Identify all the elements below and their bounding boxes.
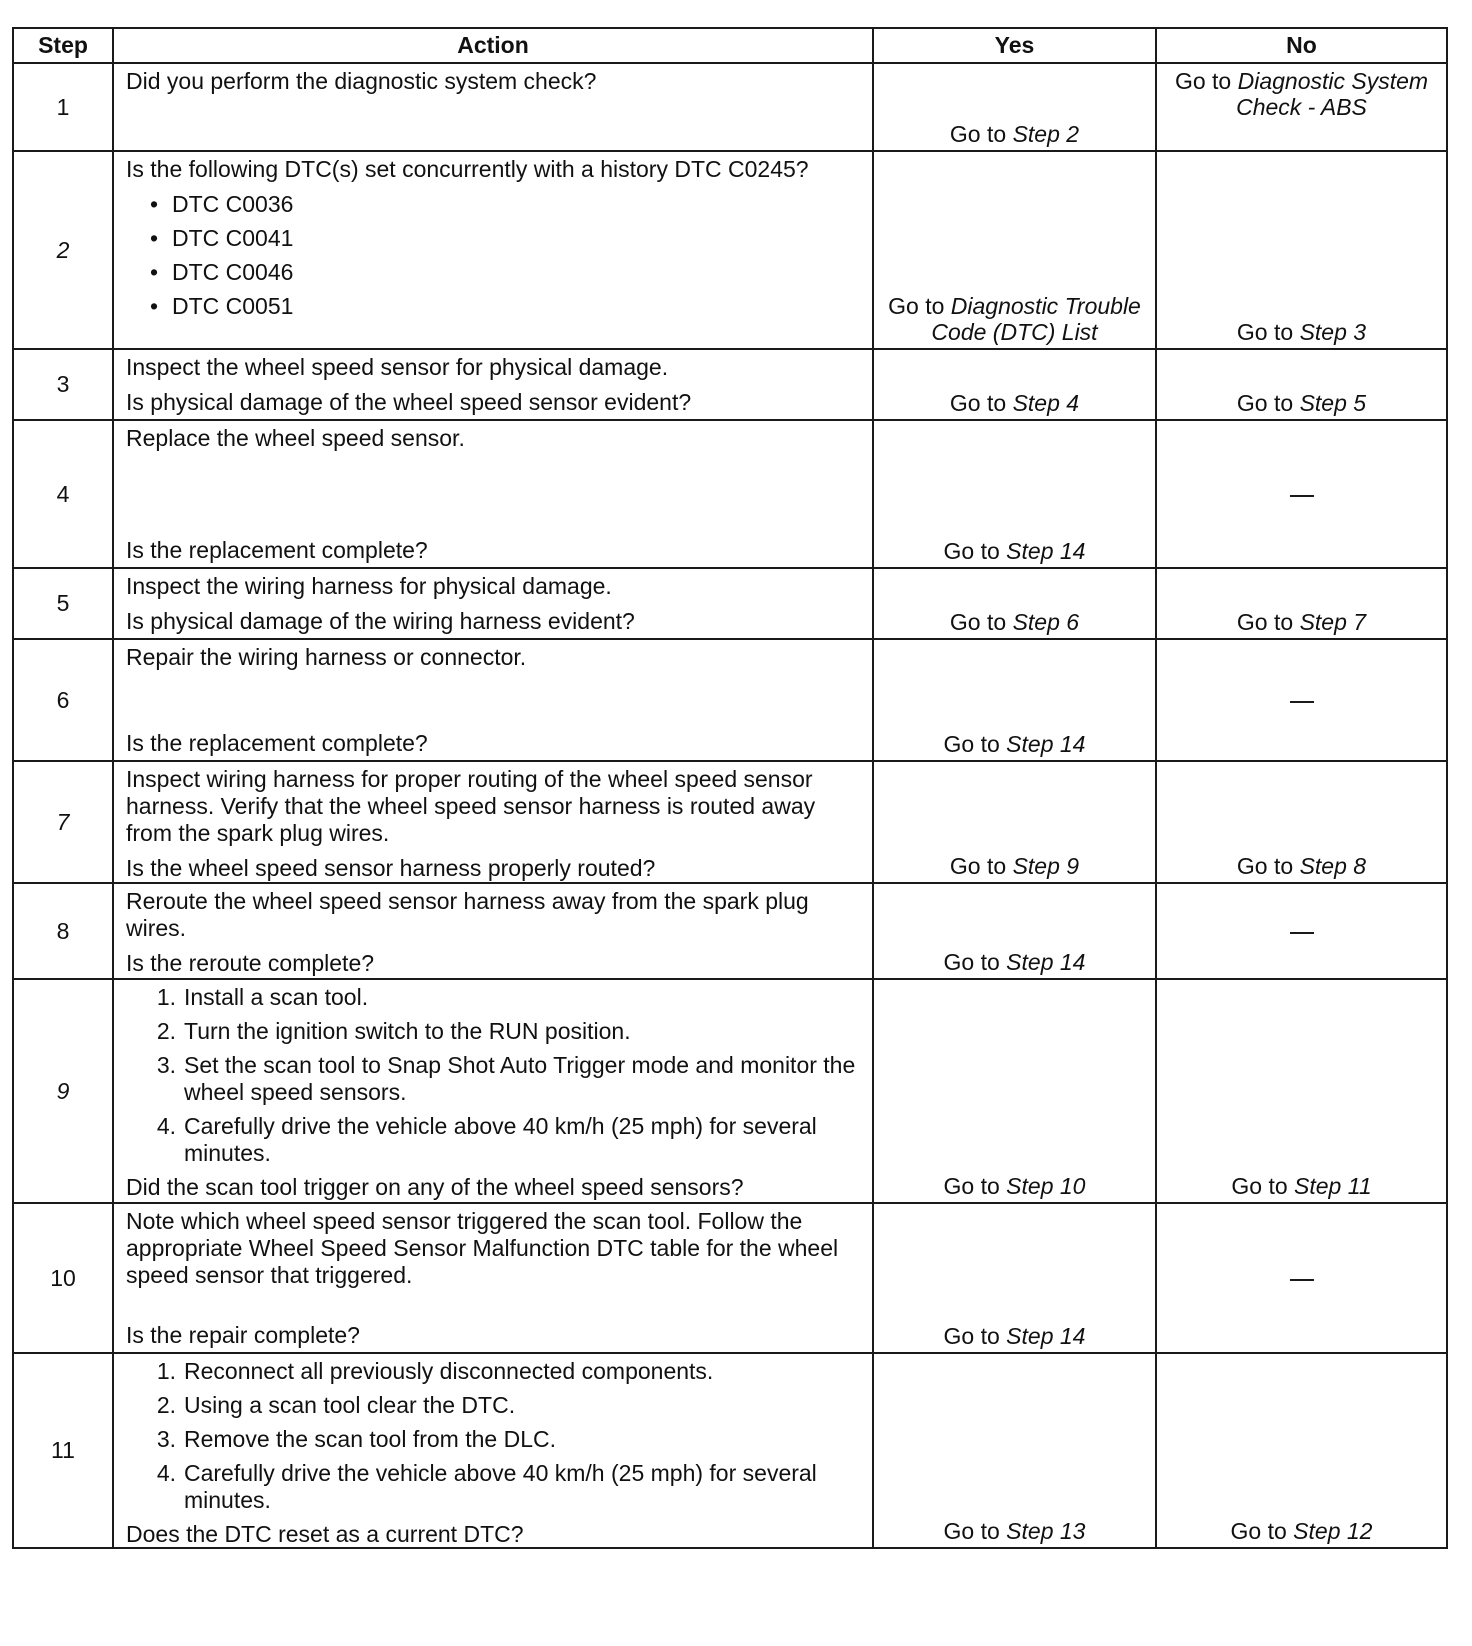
no-prefix: Go to [1236, 319, 1300, 345]
no-result-dash [1290, 932, 1314, 934]
yes-target-link[interactable]: Diagnostic Trouble Code (DTC) List [931, 293, 1141, 345]
yes-prefix: Go to [949, 390, 1013, 416]
procedure-list [126, 1358, 860, 1514]
list-item-number: 2. [156, 1018, 176, 1044]
yes-prefix: Go to [943, 1173, 1007, 1199]
list-item [126, 984, 860, 1011]
list-item-text: Carefully drive the vehicle above 40 km/h (25 mph) for several minutes. [184, 1113, 817, 1166]
yes-target-link[interactable]: Step 6 [1012, 609, 1080, 635]
no-cell [1156, 568, 1447, 639]
action-content [126, 425, 860, 564]
action-content [126, 888, 860, 975]
yes-cell [873, 568, 1156, 639]
yes-target-link[interactable]: Step 14 [1006, 1323, 1086, 1349]
no-cell [1156, 979, 1447, 1203]
action-cell [113, 639, 873, 761]
yes-prefix: Go to [943, 538, 1007, 564]
list-item [126, 1460, 860, 1514]
action-instruction: Repair the wiring harness or connector. [126, 644, 527, 670]
list-item-number: 4. [156, 1460, 176, 1486]
yes-target-link[interactable]: Step 9 [1012, 853, 1080, 879]
no-cell [1156, 1353, 1447, 1548]
step-number: 2 [13, 151, 113, 349]
list-item: • DTC C0036 [150, 191, 860, 218]
header-no: No [1156, 28, 1447, 63]
yes-cell [873, 1353, 1156, 1548]
action-top [126, 1358, 860, 1521]
yes-prefix: Go to [943, 1518, 1007, 1544]
step-number: 8 [13, 883, 113, 979]
action-content [126, 573, 860, 635]
action-content [126, 644, 860, 757]
yes-cell [873, 63, 1156, 151]
yes-cell [873, 639, 1156, 761]
yes-prefix: Go to [943, 731, 1007, 757]
list-item-text: Remove the scan tool from the DLC. [184, 1426, 556, 1452]
action-top [126, 766, 860, 855]
table-row [13, 568, 1447, 639]
no-result-dash [1290, 701, 1314, 703]
yes-cell [873, 883, 1156, 979]
no-prefix: Go to [1231, 1173, 1295, 1199]
dtc-bullet-list [126, 191, 860, 320]
list-item-number: 1. [156, 1358, 176, 1384]
action-content [126, 354, 860, 416]
header-row [13, 28, 1447, 63]
action-content [126, 156, 860, 345]
table-row [13, 639, 1447, 761]
yes-prefix: Go to [888, 293, 951, 319]
action-top [126, 425, 860, 460]
table-row [13, 979, 1447, 1203]
no-prefix: Go to [1236, 609, 1300, 635]
yes-prefix: Go to [949, 853, 1013, 879]
action-instruction: Replace the wheel speed sensor. [126, 425, 465, 451]
action-question: Is the replacement complete? [126, 730, 428, 756]
action-top [126, 644, 860, 679]
yes-target-link[interactable]: Step 14 [1006, 538, 1086, 564]
list-item [126, 1113, 860, 1167]
no-prefix: Go to [1230, 1518, 1294, 1544]
step-number: 11 [13, 1353, 113, 1548]
no-prefix: Go to [1236, 390, 1300, 416]
action-question: Does the DTC reset as a current DTC? [126, 1521, 524, 1547]
list-item-text: Reconnect all previously disconnected components. [184, 1358, 714, 1384]
action-instruction: Reroute the wheel speed sensor harness away from the spark plug wires. [126, 888, 809, 941]
list-item-number: 3. [156, 1052, 176, 1078]
no-target-link[interactable]: Step 12 [1293, 1518, 1373, 1544]
action-top [126, 984, 860, 1174]
yes-prefix: Go to [943, 1323, 1007, 1349]
yes-target-link[interactable]: Step 14 [1006, 731, 1086, 757]
step-number: 4 [13, 420, 113, 568]
action-cell [113, 1353, 873, 1548]
action-question: Is the reroute complete? [126, 950, 375, 976]
list-item-text: Set the scan tool to Snap Shot Auto Trigger mode and monitor the wheel speed sensors. [184, 1052, 856, 1105]
no-target-link[interactable]: Diagnostic System Check - ABS [1236, 68, 1429, 120]
header-action: Action [113, 28, 873, 63]
action-top [126, 156, 860, 327]
list-item [126, 1358, 860, 1385]
list-item-number: 2. [156, 1392, 176, 1418]
yes-target-link[interactable]: Step 4 [1012, 390, 1080, 416]
no-target-link[interactable]: Step 11 [1294, 1173, 1372, 1199]
yes-prefix: Go to [949, 609, 1013, 635]
no-prefix: Go to [1236, 853, 1300, 879]
yes-target-link[interactable]: Step 2 [1012, 121, 1080, 147]
yes-cell [873, 1203, 1156, 1353]
action-instruction: Inspect the wheel speed sensor for physical damage. [126, 354, 669, 380]
action-content [126, 984, 860, 1199]
list-item: • DTC C0046 [150, 259, 860, 286]
no-result-dash [1290, 495, 1314, 497]
action-question: Is the wheel speed sensor harness properly routed? [126, 855, 656, 881]
no-cell [1156, 349, 1447, 420]
list-item-number: 1. [156, 984, 176, 1010]
no-prefix: Go to [1174, 68, 1238, 94]
yes-cell [873, 979, 1156, 1203]
list-item [126, 1052, 860, 1106]
step-number: 1 [13, 63, 113, 151]
action-question: Is physical damage of the wiring harness evident? [126, 608, 635, 634]
action-cell [113, 63, 873, 151]
action-cell [113, 979, 873, 1203]
action-instruction: Inspect the wiring harness for physical damage. [126, 573, 612, 599]
yes-prefix: Go to [943, 949, 1007, 975]
action-question: Did you perform the diagnostic system check? [126, 68, 597, 94]
table-row [13, 420, 1447, 568]
table-row [13, 63, 1447, 151]
action-question: Is physical damage of the wheel speed sensor evident? [126, 389, 692, 415]
yes-cell [873, 761, 1156, 883]
no-cell [1156, 639, 1447, 761]
header-yes: Yes [873, 28, 1156, 63]
action-top [126, 68, 860, 95]
list-item-text: Install a scan tool. [184, 984, 369, 1010]
action-question: Is the repair complete? [126, 1322, 360, 1348]
table-row [13, 349, 1447, 420]
step-number: 3 [13, 349, 113, 420]
list-item-text: Turn the ignition switch to the RUN position. [184, 1018, 631, 1044]
action-instruction: Note which wheel speed sensor triggered the scan tool. Follow the appropriate Wheel Speed Sensor Malfunction DTC table for the wheel speed sensor that triggered. [126, 1208, 839, 1288]
action-content [126, 68, 860, 147]
list-item [126, 1018, 860, 1045]
list-item-number: 3. [156, 1426, 176, 1452]
no-result-dash [1290, 1279, 1314, 1281]
action-top [126, 354, 860, 389]
action-question: Is the replacement complete? [126, 537, 428, 563]
table-row [13, 883, 1447, 979]
action-cell [113, 568, 873, 639]
step-number: 9 [13, 979, 113, 1203]
no-cell [1156, 1203, 1447, 1353]
yes-target-link[interactable]: Step 13 [1006, 1518, 1086, 1544]
yes-target-link[interactable]: Step 10 [1006, 1173, 1086, 1199]
procedure-list [126, 984, 860, 1167]
step-number: 6 [13, 639, 113, 761]
action-cell [113, 151, 873, 349]
action-cell [113, 420, 873, 568]
yes-prefix: Go to [949, 121, 1013, 147]
header-step: Step [13, 28, 113, 63]
table-row [13, 761, 1447, 883]
step-number: 5 [13, 568, 113, 639]
yes-cell [873, 420, 1156, 568]
action-top [126, 888, 860, 950]
action-content [126, 1358, 860, 1547]
list-item-text: Carefully drive the vehicle above 40 km/h (25 mph) for several minutes. [184, 1460, 817, 1513]
table-row [13, 1353, 1447, 1548]
list-item-number: 4. [156, 1113, 176, 1139]
table-row [13, 151, 1447, 349]
action-question: Did the scan tool trigger on any of the wheel speed sensors? [126, 1174, 744, 1200]
no-cell [1156, 761, 1447, 883]
action-intro: Is the following DTC(s) set concurrently with a history DTC C0245? [126, 156, 809, 182]
action-cell [113, 761, 873, 883]
list-item [126, 1426, 860, 1453]
action-content [126, 1208, 860, 1349]
yes-target-link[interactable]: Step 14 [1006, 949, 1086, 975]
table-body [13, 63, 1447, 1548]
action-content [126, 766, 860, 879]
list-item-text: Using a scan tool clear the DTC. [184, 1392, 516, 1418]
no-cell [1156, 151, 1447, 349]
no-cell [1156, 420, 1447, 568]
action-top [126, 1208, 860, 1297]
list-item [126, 1392, 860, 1419]
table-row [13, 1203, 1447, 1353]
action-top [126, 573, 860, 608]
no-target-link[interactable]: Step 7 [1299, 609, 1367, 635]
step-number: 10 [13, 1203, 113, 1353]
no-target-link[interactable]: Step 5 [1299, 390, 1367, 416]
action-cell [113, 1203, 873, 1353]
action-instruction: Inspect wiring harness for proper routing of the wheel speed sensor harness. Verify that the wheel speed sensor harness is routed away from the spark plug wires. [126, 766, 816, 846]
no-target-link[interactable]: Step 3 [1299, 319, 1367, 345]
step-number: 7 [13, 761, 113, 883]
yes-cell [873, 349, 1156, 420]
list-item: • DTC C0051 [150, 293, 860, 320]
list-item: • DTC C0041 [150, 225, 860, 252]
no-cell [1156, 63, 1447, 151]
action-cell [113, 349, 873, 420]
no-cell [1156, 883, 1447, 979]
no-target-link[interactable]: Step 8 [1299, 853, 1367, 879]
diagnostic-table [12, 27, 1448, 1549]
action-cell [113, 883, 873, 979]
yes-cell [873, 151, 1156, 349]
